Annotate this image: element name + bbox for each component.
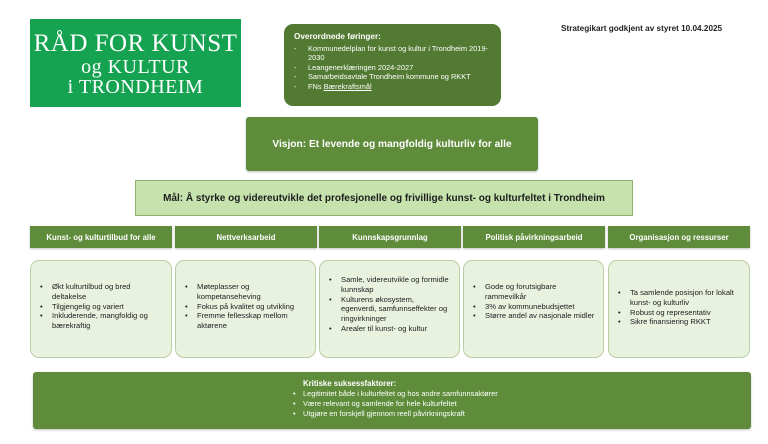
- guideline-item: - Leangenerklæringen 2024-2027: [294, 63, 493, 73]
- card-item: • Inkluderende, mangfoldig og bærekraftig: [39, 311, 163, 331]
- category-card-knowledge: [319, 260, 460, 358]
- card-item: • Møteplasser og kompetanseheving: [184, 282, 307, 302]
- approved-note: Strategikart godkjent av styret 10.04.2025: [561, 24, 723, 33]
- card-item: • Gode og forutsigbare rammevilkår: [472, 282, 595, 302]
- success-factor-item: • Være relevant og samlende for hele kulturfeltet: [293, 399, 751, 409]
- card-item: • 3% av kommunebudsjettet: [472, 302, 595, 312]
- guideline-item: - Kommunedelplan for kunst og kultur i Trondheim 2019-2030: [294, 44, 493, 63]
- guidelines-box: [284, 24, 501, 106]
- card-item: • Fremme fellesskap mellom aktørene: [184, 311, 307, 331]
- vision-box: Visjon: Et levende og mangfoldig kulturliv for alle: [246, 117, 538, 171]
- goal-box: Mål: Å styrke og videreutvikle det profesjonelle og frivillige kunst- og kulturfeltet i Trondheim: [135, 180, 633, 216]
- card-item: • Sikre finansiering RKKT: [617, 317, 741, 327]
- card-item: • Større andel av nasjonale midler: [472, 311, 595, 321]
- category-header-knowledge: Kunnskapsgrunnlag: [319, 226, 461, 248]
- success-factor-item: • Legitimitet både i kulturfeltet og hos andre samfunnsaktører: [293, 389, 751, 399]
- sdg-link[interactable]: Bærekraftsmål: [323, 81, 372, 91]
- guidelines-title: Overordnede føringer:: [294, 32, 381, 41]
- success-factors-title: Kritiske suksessfaktorer:: [303, 379, 397, 388]
- category-header-networking: Nettverksarbeid: [175, 226, 317, 248]
- card-item: • Arealer til kunst- og kultur: [328, 324, 451, 334]
- guidelines-list: [294, 44, 493, 92]
- logo-line-3: i TRONDHEIM: [67, 76, 204, 98]
- category-card-politics: [463, 260, 604, 358]
- category-card-organisation: [608, 260, 750, 358]
- rkkt-logo: [30, 19, 241, 107]
- logo-line-1: RÅD FOR KUNST: [33, 30, 238, 57]
- guideline-prefix: FNs: [308, 81, 324, 91]
- card-item: • Ta samlende posisjon for lokalt kunst- og kulturliv: [617, 288, 741, 308]
- success-factors-list: [293, 389, 751, 419]
- category-header-politics: Politisk påvirkningsarbeid: [463, 226, 605, 248]
- category-header-organisation: Organisasjon og ressurser: [608, 226, 750, 248]
- guideline-item: [294, 82, 493, 92]
- card-item: • Robust og representativ: [617, 308, 741, 318]
- card-item: • Tilgjengelig og variert: [39, 302, 163, 312]
- guideline-item: - Samarbeidsavtale Trondheim kommune og RKKT: [294, 72, 493, 82]
- success-factor-item: • Utgjøre en forskjell gjennom reell påvirkningskraft: [293, 409, 751, 419]
- card-item: • Fokus på kvalitet og utvikling: [184, 302, 307, 312]
- category-card-culture-for-all: [30, 260, 172, 358]
- card-item: • Samle, videreutvikle og formidle kunnskap: [328, 275, 451, 295]
- card-item: • Økt kulturtilbud og bred deltakelse: [39, 282, 163, 302]
- category-header-culture-for-all: Kunst- og kulturtilbud for alle: [30, 226, 172, 248]
- category-card-networking: [175, 260, 316, 358]
- card-item: • Kulturens økosystem, egenverdi, samfunnseffekter og ringvirkninger: [328, 295, 451, 324]
- logo-line-2: og KULTUR: [81, 56, 190, 78]
- success-factors-box: [33, 372, 751, 429]
